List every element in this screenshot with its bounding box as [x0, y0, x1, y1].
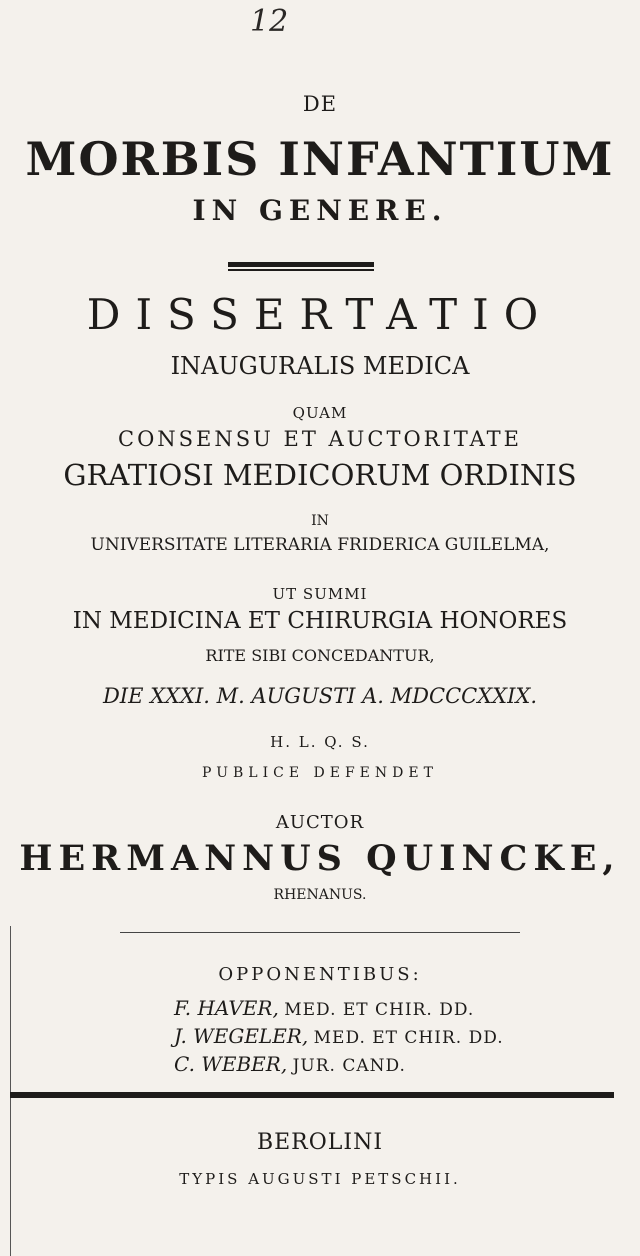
hlqs-line: H. L. Q. S.	[270, 733, 370, 751]
section-divider	[120, 932, 520, 933]
title-main: MORBIS INFANTIUM	[25, 132, 615, 186]
opponent-title: JUR. CAND.	[292, 1056, 406, 1076]
opponent-entry	[174, 996, 474, 1020]
printer-line: TYPIS AUGUSTI PETSCHII.	[179, 1170, 461, 1188]
opponent-title: MED. ET CHIR. DD.	[284, 1000, 475, 1020]
ut-summi-line: UT SUMMI	[272, 585, 368, 603]
opponent-entry	[174, 1024, 504, 1048]
opponent-title: MED. ET CHIR. DD.	[313, 1028, 504, 1048]
title-rule-thin	[228, 269, 374, 271]
date-line: DIE XXXI. M. AUGUSTI A. MDCCCXXIX.	[102, 684, 538, 708]
title-sub: IN GENERE.	[192, 194, 448, 227]
opponent-name: F. HAVER,	[174, 996, 279, 1020]
title-rule	[228, 262, 374, 267]
medicina-line: IN MEDICINA ET CHIRURGIA HONORES	[72, 608, 568, 634]
gratiosi-line: GRATIOSI MEDICORUM ORDINIS	[63, 458, 577, 492]
imprint-rule	[10, 1092, 614, 1098]
publice-defendet-line: PUBLICE DEFENDET	[202, 765, 438, 781]
consensu-line: CONSENSU ET AUCTORITATE	[118, 427, 522, 451]
opponent-name: C. WEBER,	[174, 1052, 288, 1076]
opponentibus-heading: OPPONENTIBUS:	[218, 964, 422, 985]
opponent-name: J. WEGELER,	[174, 1024, 309, 1048]
in-line: IN	[311, 513, 329, 529]
dissertatio-heading: DISSERTATIO	[86, 290, 554, 339]
rite-line: RITE SIBI CONCEDANTUR,	[205, 646, 435, 665]
author-origin: RHENANUS.	[273, 887, 367, 903]
quam-line: QUAM	[292, 404, 348, 422]
author-name: HERMANNUS QUINCKE,	[19, 838, 621, 879]
inauguralis-line: INAUGURALIS MEDICA	[170, 352, 470, 380]
universitate-line: UNIVERSITATE LITERARIA FRIDERICA GUILELMA,	[90, 535, 550, 555]
opponent-entry	[174, 1052, 406, 1076]
handwritten-annotation: 12	[250, 4, 289, 39]
preposition-de: DE	[302, 92, 338, 116]
auctor-label: AUCTOR	[275, 812, 365, 833]
place-of-publication: BEROLINI	[256, 1130, 384, 1155]
